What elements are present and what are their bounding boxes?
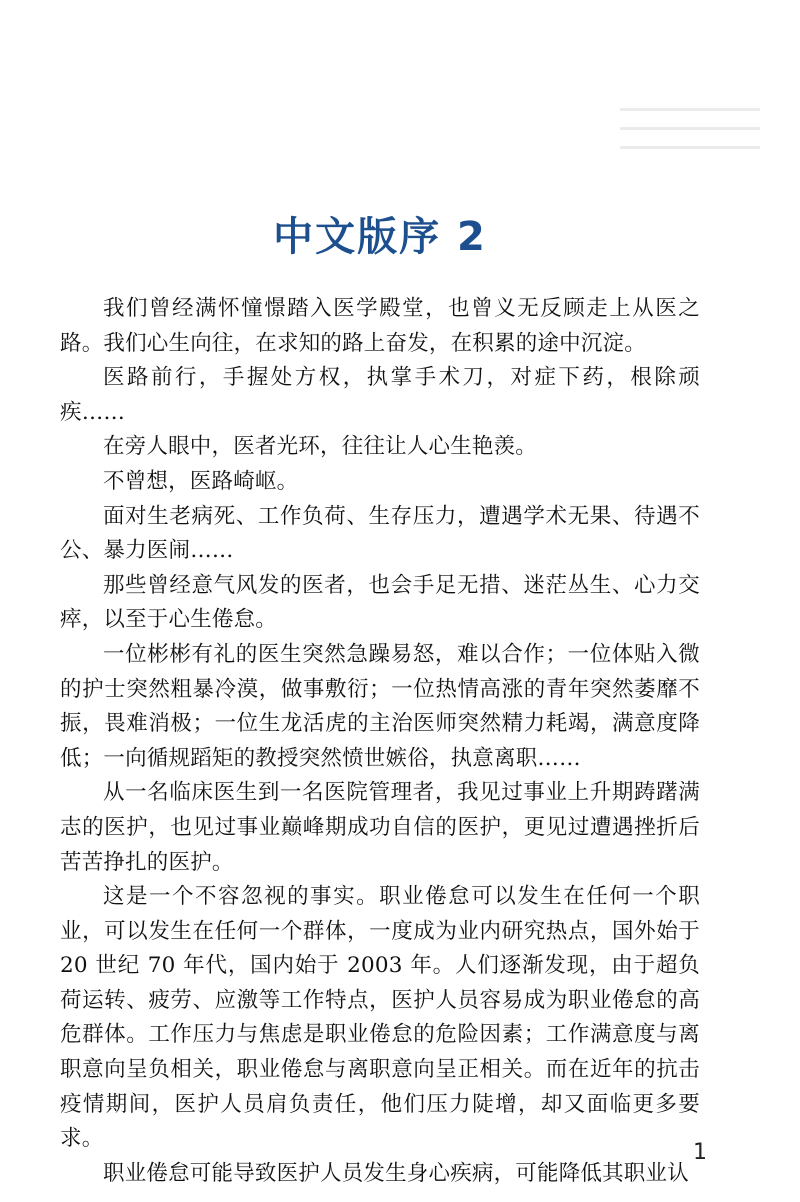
paragraph: 职业倦怠可能导致医护人员发生身心疾病，可能降低其职业认 xyxy=(103,1160,689,1186)
paragraph: 我们曾经满怀憧憬踏入医学殿堂，也曾义无反顾走上从医之路。我们心生向往，在求知的路上奋发，在积累的途中沉淀。 xyxy=(60,296,700,356)
page-number: 1 xyxy=(693,1140,707,1165)
show-through-text xyxy=(620,108,760,188)
paragraph: 一位彬彬有礼的医生突然急躁易怒，难以合作；一位体贴入微的护士突然粗暴冷漠，做事敷衍；一位热情高涨的青年突然萎靡不振，畏难消极；一位生龙活虎的主治医师突然精力耗竭，满意度降低；一向循规蹈矩的教授突然愤世嫉俗，执意离职…… xyxy=(60,641,700,771)
paragraph: 这是一个不容忽视的事实。职业倦怠可以发生在任何一个职业，可以发生在任何一个群体，一度成为业内研究热点，国外始于 20 世纪 70 年代，国内始于 2003 年。人们逐渐发现，由于超负荷运转、疲劳、应激等工作特点，医护人员容易成为职业倦怠的高危群体。工作压力与焦虑是职业倦怠的危险因素；工作满意度与离职意向呈负相关，职业倦怠与离职意向呈正相关。而在近年的抗击疫情期间，医护人员肩负责任，他们压力陡增，却又面临更多要求。 xyxy=(60,884,700,1152)
paragraph: 那些曾经意气风发的医者，也会手足无措、迷茫丛生、心力交瘁，以至于心生倦怠。 xyxy=(60,572,700,633)
paragraph: 从一名临床医生到一名医院管理者，我见过事业上升期踌躇满志的医护，也见过事业巅峰期成功自信的医护，更见过遭遇挫折后苦苦挣扎的医护。 xyxy=(60,780,700,875)
paragraph: 医路前行，手握处方权，执掌手术刀，对症下药，根除顽疾…… xyxy=(60,365,700,425)
paragraph: 不曾想，医路崎岖。 xyxy=(103,468,299,494)
paragraph: 在旁人眼中，医者光环，往往让人心生艳羡。 xyxy=(103,434,538,460)
paragraph: 面对生老病死、工作负荷、生存压力，遭遇学术无果、待遇不公、暴力医闹…… xyxy=(60,503,700,564)
page-title: 中文版序 2 xyxy=(273,213,487,260)
preface-body xyxy=(60,292,700,1191)
